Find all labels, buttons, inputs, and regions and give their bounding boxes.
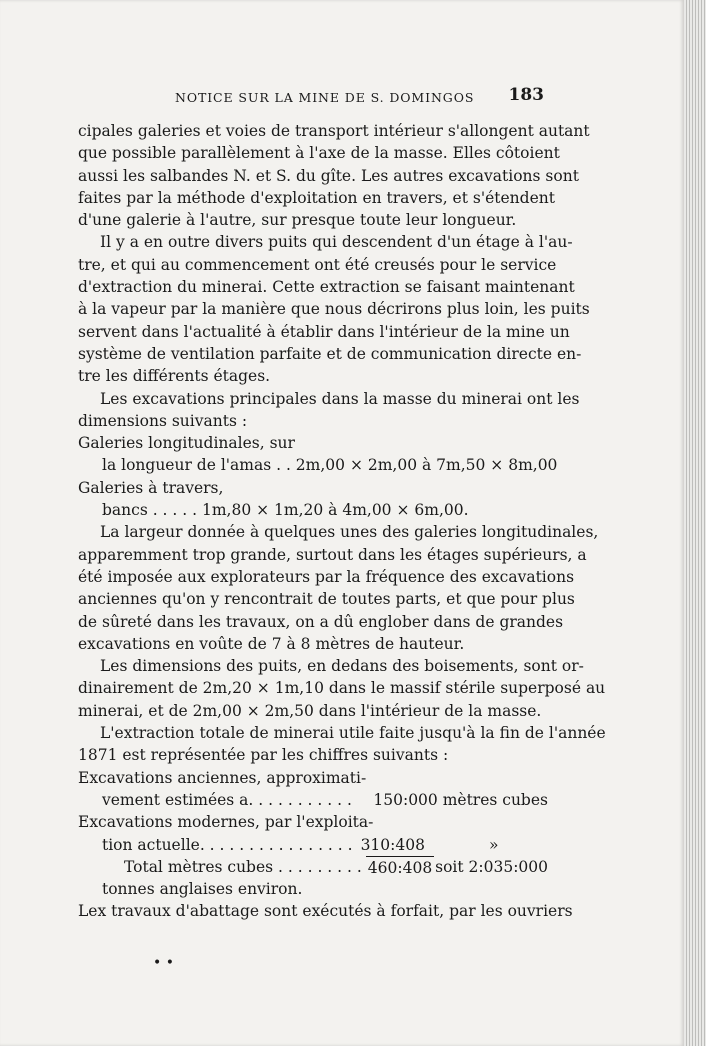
total-label: Total mètres cubes . . . . . . . . .	[124, 857, 362, 876]
text-line: Il y a en outre divers puits qui descendent d'un étage à l'au-	[100, 233, 573, 252]
text-line: de sûreté dans les travaux, on a dû englober dans de grandes	[78, 612, 564, 631]
text-line: cipales galeries et voies de transport intérieur s'allongent autant	[78, 122, 590, 140]
text-line: que possible parallèlement à l'axe de la masse. Elles côtoient	[78, 144, 560, 163]
footer-mark: • •	[153, 955, 174, 971]
text-line: Excavations anciennes, approximati-	[78, 768, 367, 787]
text-line: bancs . . . . . 1m,80 × 1m,20 à 4m,00 × 6m,00.	[102, 501, 469, 520]
text-line: 1871 est représentée par les chiffres suivants :	[78, 746, 449, 765]
table-row-label: vement estimées a. . . . . . . . . . .	[102, 790, 352, 809]
text-line: Les excavations principales dans la masse du minerai ont les	[100, 389, 580, 408]
text-line: excavations en voûte de 7 à 8 mètres de hauteur.	[78, 634, 465, 653]
text-line: apparemment trop grande, surtout dans les étages supérieurs, a	[78, 545, 587, 564]
total-amount: 460:408	[366, 856, 434, 878]
text-line: dimensions suivants :	[78, 411, 248, 430]
total-suffix: soit 2:035:000	[435, 857, 548, 876]
text-line: Les dimensions des puits, en dedans des boisements, sont or-	[100, 657, 584, 676]
table-row	[78, 789, 548, 811]
text-line: à la vapeur par la manière que nous décrirons plus loin, les puits	[78, 300, 590, 319]
table-total-row	[78, 856, 548, 878]
text-line: aussi les salbandes N. et S. du gîte. Les autres excavations sont	[78, 166, 579, 185]
body-text	[78, 120, 606, 923]
text-line: dinairement de 2m,20 × 1m,10 dans le massif stérile superposé au	[78, 679, 606, 698]
page-number: 183	[508, 85, 544, 105]
ditto-mark: »	[488, 835, 499, 854]
text-line: été imposée aux explorateurs par la fréquence des excavations	[78, 567, 575, 586]
table-row-amount: 150:000 mètres cubes	[373, 790, 548, 809]
text-line: système de ventilation parfaite et de communication directe en-	[78, 344, 582, 363]
text-line: Lex travaux d'abattage sont exécutés à forfait, par les ouvriers	[78, 902, 573, 921]
text-line: L'extraction totale de minerai utile faite jusqu'à la fin de l'année	[100, 724, 606, 743]
text-line: faites par la méthode d'exploitation en travers, et s'étendent	[78, 188, 555, 207]
text-line: Galeries longitudinales, sur	[78, 434, 295, 453]
table-row-label: tion actuelle. . . . . . . . . . . . . . . .	[102, 835, 353, 854]
text-line: la longueur de l'amas . . 2m,00 × 2m,00 à 7m,50 × 8m,00	[102, 456, 558, 475]
text-line: d'une galerie à l'autre, sur presque toute leur longueur.	[78, 211, 517, 230]
page-edge	[684, 0, 706, 1046]
running-title: NOTICE SUR LA MINE DE S. DOMINGOS	[175, 90, 475, 105]
text-line: tonnes anglaises environ.	[102, 880, 303, 899]
page-header	[78, 85, 548, 110]
table-row	[78, 834, 548, 856]
text-line: Galeries à travers,	[78, 478, 224, 497]
text-line: tre, et qui au commencement ont été creusés pour le service	[78, 255, 557, 274]
text-line: tre les différents étages.	[78, 367, 271, 386]
text-line: anciennes qu'on y rencontrait de toutes parts, et que pour plus	[78, 590, 575, 609]
text-line: minerai, et de 2m,00 × 2m,50 dans l'intérieur de la masse.	[78, 701, 542, 720]
text-line: La largeur donnée à quelques unes des galeries longitudinales,	[100, 523, 599, 542]
table-row-amount: 310:408	[360, 835, 425, 854]
text-line: servent dans l'actualité à établir dans l'intérieur de la mine un	[78, 322, 570, 341]
text-line: d'extraction du minerai. Cette extraction se faisant maintenant	[78, 278, 575, 297]
table-row-head: Excavations modernes, par l'exploita-	[78, 813, 374, 832]
